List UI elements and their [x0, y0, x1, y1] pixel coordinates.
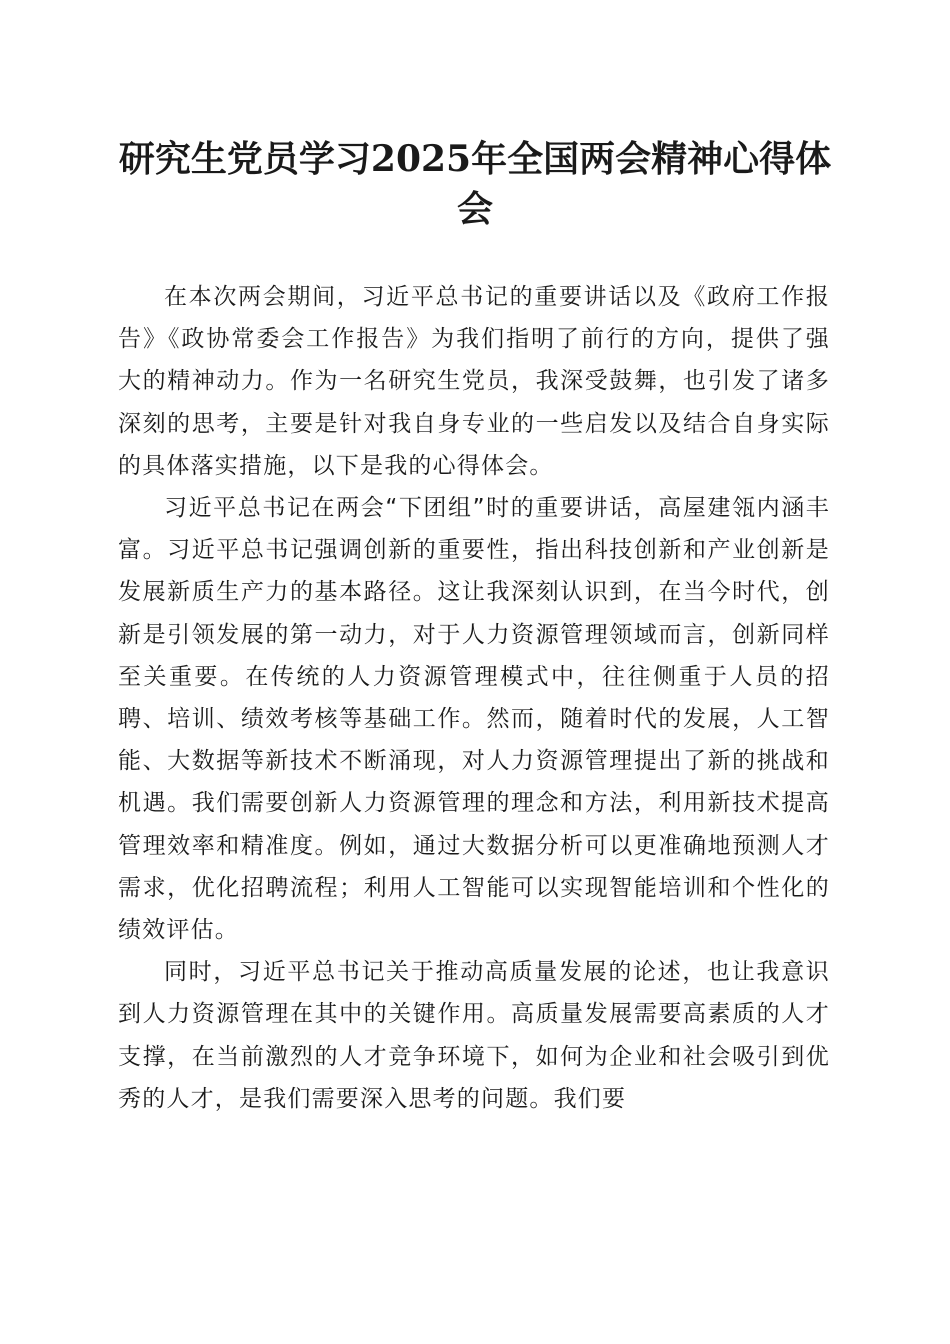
- paragraph-1: 在本次两会期间，习近平总书记的重要讲话以及《政府工作报告》《政协常委会工作报告》为我们指明了前行的方向，提供了强大的精神动力。作为一名研究生党员，我深受鼓舞，也引发了诸多深刻的思考，主要是针对我自身专业的一些启发以及结合自身实际的具体落实措施，以下是我的心得体会。: [118, 284, 830, 479]
- paragraph-3: 同时，习近平总书记关于推动高质量发展的论述，也让我意识到人力资源管理在其中的关键作用。高质量发展需要高素质的人才支撑，在当前激烈的人才竞争环境下，如何为企业和社会吸引到优秀的人才，是我们需要深入思考的问题。我们要: [118, 959, 830, 1112]
- document-body: [118, 276, 830, 1120]
- document-title: 研究生党员学习2025年全国两会精神心得体会: [118, 138, 832, 230]
- paragraph-2: 习近平总书记在两会“下团组”时的重要讲话，高屋建瓴内涵丰富。习近平总书记强调创新的重要性，指出科技创新和产业创新是发展新质生产力的基本路径。这让我深刻认识到，在当今时代，创新是引领发展的第一动力，对于人力资源管理领域而言，创新同样至关重要。在传统的人力资源管理模式中，往往侧重于人员的招聘、培训、绩效考核等基础工作。然而，随着时代的发展，人工智能、大数据等新技术不断涌现，对人力资源管理提出了新的挑战和机遇。我们需要创新人力资源管理的理念和方法，利用新技术提高管理效率和精准度。例如，通过大数据分析可以更准确地预测人才需求，优化招聘流程；利用人工智能可以实现智能培训和个性化的绩效评估。: [118, 495, 830, 944]
